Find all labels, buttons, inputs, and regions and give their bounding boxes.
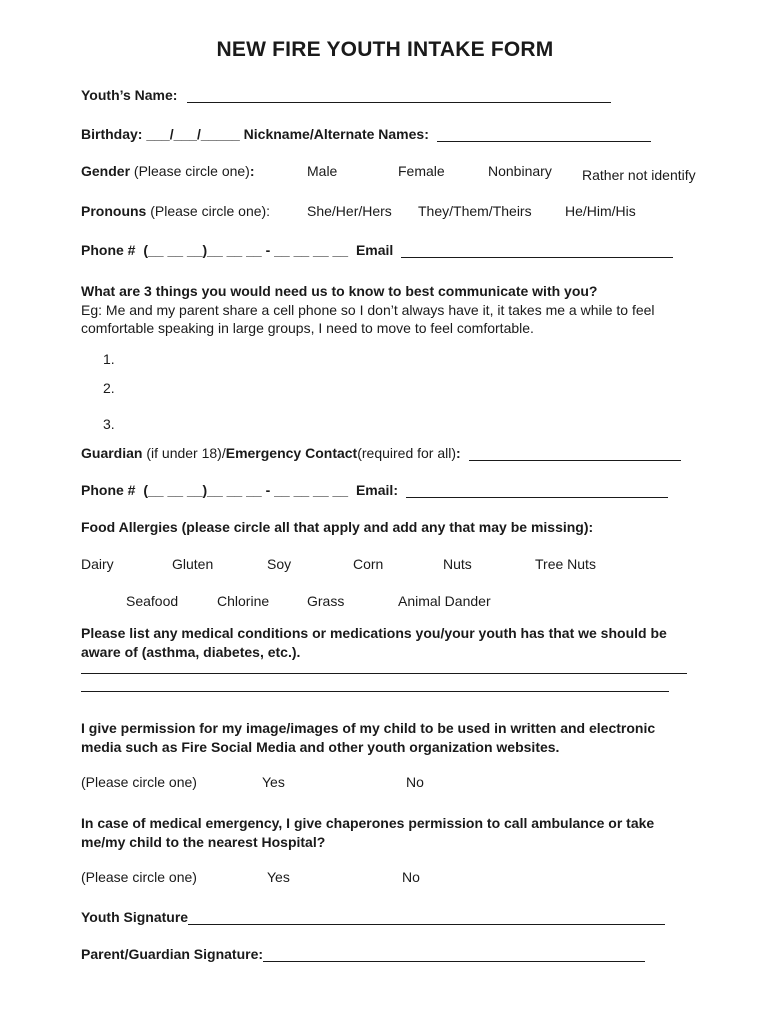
phone-field[interactable]: (__ __ __)__ __ __ - __ __ __ __ xyxy=(143,242,349,258)
allergy-nuts[interactable]: Nuts xyxy=(443,556,472,572)
parent-signature-label: Parent/Guardian Signature: xyxy=(81,946,264,962)
form-title: NEW FIRE YOUTH INTAKE FORM xyxy=(216,38,554,61)
parent-signature-row xyxy=(81,946,645,962)
guardian-phone-label: Phone # xyxy=(81,482,136,498)
medical-label: Please list any medical conditions or medications you/your youth has that we should be aware of (asthma, diabetes, etc.). xyxy=(81,625,667,660)
guardian-note: (if under 18)/ xyxy=(142,445,226,461)
pronouns-label: Pronouns xyxy=(81,203,147,219)
guardian-phone-email-row xyxy=(81,482,668,498)
youth-signature-field[interactable] xyxy=(188,910,665,925)
gender-option-nonbinary[interactable]: Nonbinary xyxy=(488,163,552,179)
ambulance-permission-yes[interactable]: Yes xyxy=(267,869,290,885)
email-field[interactable] xyxy=(401,243,673,258)
pronouns-row xyxy=(81,203,270,219)
gender-colon: : xyxy=(249,163,255,179)
pronouns-hint: (Please circle one): xyxy=(150,203,271,219)
allergy-gluten[interactable]: Gluten xyxy=(172,556,214,572)
gender-label: Gender xyxy=(81,163,131,179)
communicate-section xyxy=(81,282,691,338)
pronoun-option-they[interactable]: They/Them/Theirs xyxy=(418,203,532,219)
image-permission-circle-hint: (Please circle one) xyxy=(81,774,197,790)
youth-name-label: Youth’s Name: xyxy=(81,87,178,103)
gender-row xyxy=(81,163,255,179)
allergy-chlorine[interactable]: Chlorine xyxy=(217,593,270,609)
birthday-row xyxy=(81,126,651,142)
youth-name-field[interactable] xyxy=(187,88,611,103)
allergy-seafood[interactable]: Seafood xyxy=(126,593,179,609)
guardian-field[interactable] xyxy=(469,446,681,461)
ambulance-permission-circle-hint: (Please circle one) xyxy=(81,869,197,885)
image-permission-yes[interactable]: Yes xyxy=(262,774,285,790)
guardian-phone-field[interactable]: (__ __ __)__ __ __ - __ __ __ __ xyxy=(143,482,349,498)
gender-option-female[interactable]: Female xyxy=(398,163,445,179)
phone-email-row xyxy=(81,242,673,258)
image-permission-no[interactable]: No xyxy=(406,774,424,790)
medical-line-2[interactable] xyxy=(81,691,669,692)
medical-line-1[interactable] xyxy=(81,673,687,674)
youth-signature-row xyxy=(81,909,665,925)
required-note: (required for all) xyxy=(357,445,457,461)
answer-number-1: 1. xyxy=(103,351,115,367)
youth-name-row xyxy=(81,87,611,103)
gender-option-rather-not[interactable]: Rather not identify xyxy=(582,167,696,183)
communicate-example: Eg: Me and my parent share a cell phone so I don’t always have it, it takes me a while to feel comfortable speaking in large groups, I need to move to feel comfortable. xyxy=(81,301,655,336)
allergy-soy[interactable]: Soy xyxy=(267,556,292,572)
youth-signature-label: Youth Signature xyxy=(81,909,189,925)
allergy-tree-nuts[interactable]: Tree Nuts xyxy=(535,556,596,572)
pronoun-option-he[interactable]: He/Him/His xyxy=(565,203,636,219)
birthday-field[interactable]: ___/___/_____ xyxy=(146,126,240,142)
nickname-label: Nickname/Alternate Names: xyxy=(243,126,429,142)
guardian-label: Guardian xyxy=(81,445,143,461)
allergy-corn[interactable]: Corn xyxy=(353,556,384,572)
answer-number-3: 3. xyxy=(103,416,115,432)
email-label: Email xyxy=(355,242,394,258)
ambulance-permission-no[interactable]: No xyxy=(402,869,420,885)
phone-label: Phone # xyxy=(81,242,136,258)
birthday-label: Birthday: xyxy=(81,126,143,142)
allergy-animal-dander[interactable]: Animal Dander xyxy=(398,593,491,609)
pronoun-option-she[interactable]: She/Her/Hers xyxy=(307,203,392,219)
guardian-row xyxy=(81,445,681,461)
parent-signature-field[interactable] xyxy=(263,947,645,962)
emergency-contact-label: Emergency Contact xyxy=(225,445,358,461)
guardian-colon: : xyxy=(456,445,461,461)
image-permission-text: I give permission for my image/images of my child to be used in written and electronic media such as Fire Social Media and other youth organization websites. xyxy=(81,720,656,755)
allergies-label: Food Allergies (please circle all that apply and add any that may be missing): xyxy=(81,519,594,535)
communicate-question: What are 3 things you would need us to know to best communicate with you? xyxy=(81,283,598,299)
nickname-field[interactable] xyxy=(437,127,651,142)
allergy-grass[interactable]: Grass xyxy=(307,593,345,609)
guardian-email-field[interactable] xyxy=(406,483,668,498)
answer-number-2: 2. xyxy=(103,380,115,396)
gender-hint: (Please circle one) xyxy=(133,163,250,179)
gender-option-male[interactable]: Male xyxy=(307,163,338,179)
guardian-email-label: Email: xyxy=(355,482,398,498)
allergy-dairy[interactable]: Dairy xyxy=(81,556,114,572)
ambulance-permission-text: In case of medical emergency, I give chaperones permission to call ambulance or take me/my child to the nearest Hospital? xyxy=(81,815,655,850)
